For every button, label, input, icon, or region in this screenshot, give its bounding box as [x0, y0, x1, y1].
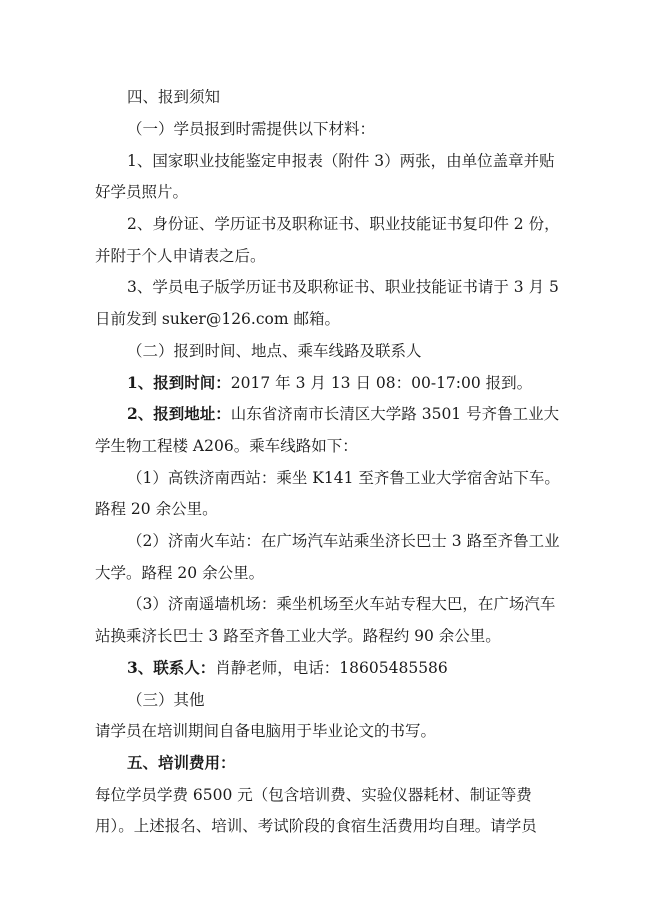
- report-time-value: 2017 年 3 月 13 日 08：00-17:00 报到。: [230, 374, 533, 392]
- report-address-line: [127, 403, 559, 425]
- report-time-label: 1、报到时间：: [127, 373, 231, 392]
- item-3-line-2: 日前发到 suker@126.com 邮箱。: [95, 310, 340, 328]
- contact-value: 肖静老师，电话：18605485586: [215, 659, 448, 677]
- route-1-line-1: （1）高铁济南西站：乘坐 K141 至齐鲁工业大学宿舍站下车。: [127, 469, 560, 487]
- report-address-label: 2、报到地址：: [127, 404, 231, 423]
- contact-line: [127, 657, 448, 679]
- subsection-3-title: （三）其他: [127, 691, 205, 709]
- other-note: 请学员在培训期间自备电脑用于毕业论文的书写。: [95, 722, 437, 740]
- route-1-line-2: 路程 20 余公里。: [95, 500, 218, 518]
- item-3-line-1: 3、学员电子版学历证书及职称证书、职业技能证书请于 3 月 5: [127, 278, 559, 296]
- route-2-line-2: 大学。路程 20 余公里。: [95, 564, 265, 582]
- subsection-2-title: （二）报到时间、地点、乘车线路及联系人: [127, 342, 422, 360]
- fee-line-2: 用）。上述报名、培训、考试阶段的食宿生活费用均自理。请学员: [95, 817, 537, 835]
- route-2-line-1: （2）济南火车站：在广场汽车站乘坐济长巴士 3 路至齐鲁工业: [127, 532, 560, 550]
- item-1-line-2: 好学员照片。: [95, 183, 189, 201]
- contact-label: 3、联系人：: [127, 658, 216, 677]
- report-address-value: 山东省济南市长清区大学路 3501 号齐鲁工业大: [230, 405, 560, 423]
- route-3-line-1: （3）济南遥墙机场：乘坐机场至火车站专程大巴，在广场汽车: [127, 595, 556, 613]
- subsection-1-title: （一）学员报到时需提供以下材料：: [127, 120, 376, 138]
- item-1-line-1: 1、国家职业技能鉴定申报表（附件 3）两张，由单位盖章并贴: [127, 152, 555, 170]
- report-address-line-2: 学生物工程楼 A206。乘车线路如下：: [95, 437, 358, 455]
- fee-line-1: 每位学员学费 6500 元（包含培训费、实验仪器耗材、制证等费: [95, 786, 532, 804]
- report-time-line: [127, 372, 532, 394]
- section-5-heading: 五、培训费用：: [127, 753, 236, 772]
- section-4-heading: 四、报到须知: [127, 88, 221, 106]
- item-2-line-1: 2、身份证、学历证书及职称证书、职业技能证书复印件 2 份，: [127, 215, 560, 233]
- route-3-line-2: 站换乘济长巴士 3 路至齐鲁工业大学。路程约 90 余公里。: [95, 627, 501, 645]
- item-2-line-2: 并附于个人申请表之后。: [95, 247, 266, 265]
